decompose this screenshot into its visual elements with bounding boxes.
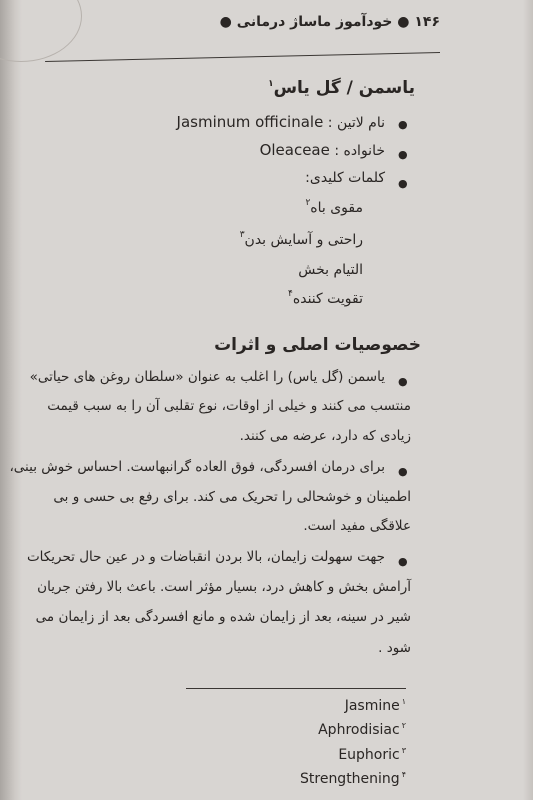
book-title: خودآموز ماساژ درمانی: [236, 14, 393, 30]
footnote-number: ۴: [401, 770, 406, 779]
keyword-item: [305, 200, 363, 216]
bullet: ●: [398, 375, 408, 388]
book-gutter-shadow: [0, 0, 22, 800]
footnote-ref: ۲: [305, 198, 311, 208]
footnote-text: Aphrodisiac: [318, 722, 400, 738]
page-number: ۱۴۶: [414, 14, 440, 30]
footnote: [318, 722, 406, 738]
paragraph-line: آرامش بخش و کاهش درد، بسیار مؤثر است. باعث بالا رفتن جریان: [37, 579, 411, 595]
keyword-text: مقوی باه: [310, 200, 363, 216]
footnote: [300, 771, 406, 787]
section-title: خصوصیات اصلی و اثرات: [214, 335, 421, 355]
bullet: ●: [398, 177, 408, 190]
footnote-ref: ۱: [268, 79, 274, 89]
header-dot: ●: [219, 14, 232, 30]
paragraph-line: منتسب می کنند و خیلی از اوقات، نوع تقلبی آن را به سبب قیمت: [47, 398, 411, 414]
footnote-text: Jasmine: [344, 698, 400, 714]
paragraph-line: یاسمن (گل یاس) را اغلب به عنوان «سلطان روغن های حیاتی»: [29, 369, 385, 385]
bullet: ●: [398, 148, 408, 161]
keyword-item: [288, 291, 363, 307]
paragraph-line: شود .: [378, 640, 411, 656]
keyword-item: [240, 232, 363, 248]
footnote-ref: ۳: [239, 230, 245, 240]
latin-name-row: [177, 113, 385, 131]
footnote: [338, 747, 406, 763]
header-dot: ●: [392, 14, 410, 30]
header-rule: [45, 52, 440, 62]
family-value: Oleaceae: [259, 141, 330, 159]
family-row: [260, 141, 385, 159]
bullet: ●: [398, 465, 408, 478]
bullet: ●: [398, 555, 408, 568]
bullet: ●: [398, 118, 408, 131]
paragraph-line: اطمینان و خوشحالی را تحریک می کند. برای رفع بی حسی و بی: [53, 489, 411, 505]
paragraph-line: زیادی که دارد، عرضه می کنند.: [239, 428, 411, 444]
latin-name-value: Jasminum officinale: [176, 113, 324, 131]
family-label: خانواده :: [334, 143, 385, 159]
footnote-ref: ۴: [288, 289, 293, 299]
footnote-number: ۱: [401, 697, 406, 706]
keyword-text: راحتی و آسایش بدن: [244, 232, 363, 248]
keyword-item: [298, 262, 363, 278]
paragraph-line: شیر در سینه، بعد از زایمان شده و مانع افسردگی بعد از زایمان می: [35, 609, 411, 625]
keyword-text: تقویت کننده: [292, 291, 363, 307]
running-header: [40, 10, 440, 36]
section-title-text: یاسمن / گل یاس: [273, 78, 415, 98]
footnote-number: ۲: [401, 721, 406, 730]
header-text: [220, 14, 440, 30]
paragraph-line: علاقگی مفید است.: [303, 518, 411, 534]
page-edge: [523, 0, 533, 800]
footnote-number: ۳: [401, 746, 406, 755]
footnote-text: Euphoric: [338, 747, 400, 763]
latin-name-label: نام لاتین :: [327, 115, 385, 131]
section-title: [268, 78, 415, 98]
paragraph-line: جهت سهولت زایمان، بالا بردن انقباضات و در عین حال تحریکات: [26, 549, 385, 565]
paragraph-line: برای درمان افسردگی، فوق العاده گرانبهاست. احساس خوش بینی،: [9, 459, 385, 475]
keyword-text: التیام بخش: [298, 262, 363, 278]
footnote: [345, 698, 406, 714]
keywords-label: کلمات کلیدی:: [305, 170, 385, 186]
footnote-text: Strengthening: [300, 771, 400, 787]
footnote-rule: [186, 688, 406, 689]
